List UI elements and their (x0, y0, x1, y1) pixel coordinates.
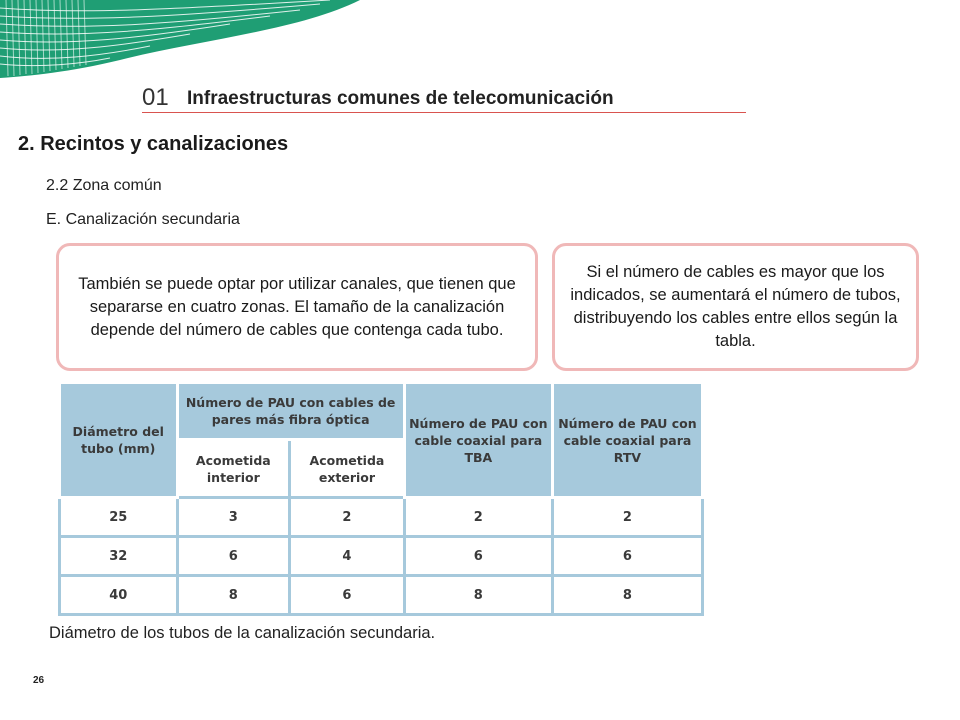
table-cell: 6 (177, 537, 290, 576)
table-row (60, 498, 703, 537)
header-exterior: Acometida exterior (290, 440, 405, 498)
pau-table (58, 381, 704, 616)
table-cell: 2 (552, 498, 702, 537)
decorative-wave-graphic (0, 0, 380, 80)
table-caption: Diámetro de los tubos de la canalización secundaria. (49, 624, 436, 642)
table-row (60, 537, 703, 576)
table-cell: 2 (404, 498, 552, 537)
table-row (60, 576, 703, 615)
table-cell: 40 (60, 576, 178, 615)
header-tba: Número de PAU con cable coaxial para TBA (404, 383, 552, 498)
table-cell: 8 (177, 576, 290, 615)
table-cell: 8 (552, 576, 702, 615)
page-number: 26 (33, 675, 45, 686)
chapter-title: Infraestructuras comunes de telecomunicación (187, 88, 614, 109)
section-title: 2. Recintos y canalizaciones (18, 133, 289, 155)
table-header-row (60, 383, 703, 440)
table-cell: 32 (60, 537, 178, 576)
chapter-number: 01 (142, 84, 169, 111)
subsection-title: 2.2 Zona común (46, 177, 162, 194)
header-pau-pairs: Número de PAU con cables de pares más fibra óptica (177, 383, 404, 440)
header-interior: Acometida interior (177, 440, 290, 498)
callout-right (552, 243, 919, 371)
callout-left-text: También se puede optar por utilizar canales, que tienen que separarse en cuatro zonas. El tamaño de la canalización depende del número de cables que contenga cada tubo. (78, 274, 516, 339)
subsubsection-title: E. Canalización secundaria (46, 211, 240, 228)
callout-left (56, 243, 538, 371)
table-cell: 6 (404, 537, 552, 576)
table-cell: 3 (177, 498, 290, 537)
callout-right-text: Si el número de cables es mayor que los indicados, se aumentará el número de tubos, distribuyendo los cables entre ellos según la tabla. (570, 263, 901, 350)
table-cell: 8 (404, 576, 552, 615)
table-cell: 25 (60, 498, 178, 537)
table-cell: 6 (290, 576, 405, 615)
header-diameter: Diámetro del tubo (mm) (60, 383, 178, 498)
chapter-header (142, 84, 746, 113)
header-rtv: Número de PAU con cable coaxial para RTV (552, 383, 702, 498)
pau-table-container (58, 381, 704, 612)
table-cell: 4 (290, 537, 405, 576)
table-cell: 6 (552, 537, 702, 576)
table-cell: 2 (290, 498, 405, 537)
